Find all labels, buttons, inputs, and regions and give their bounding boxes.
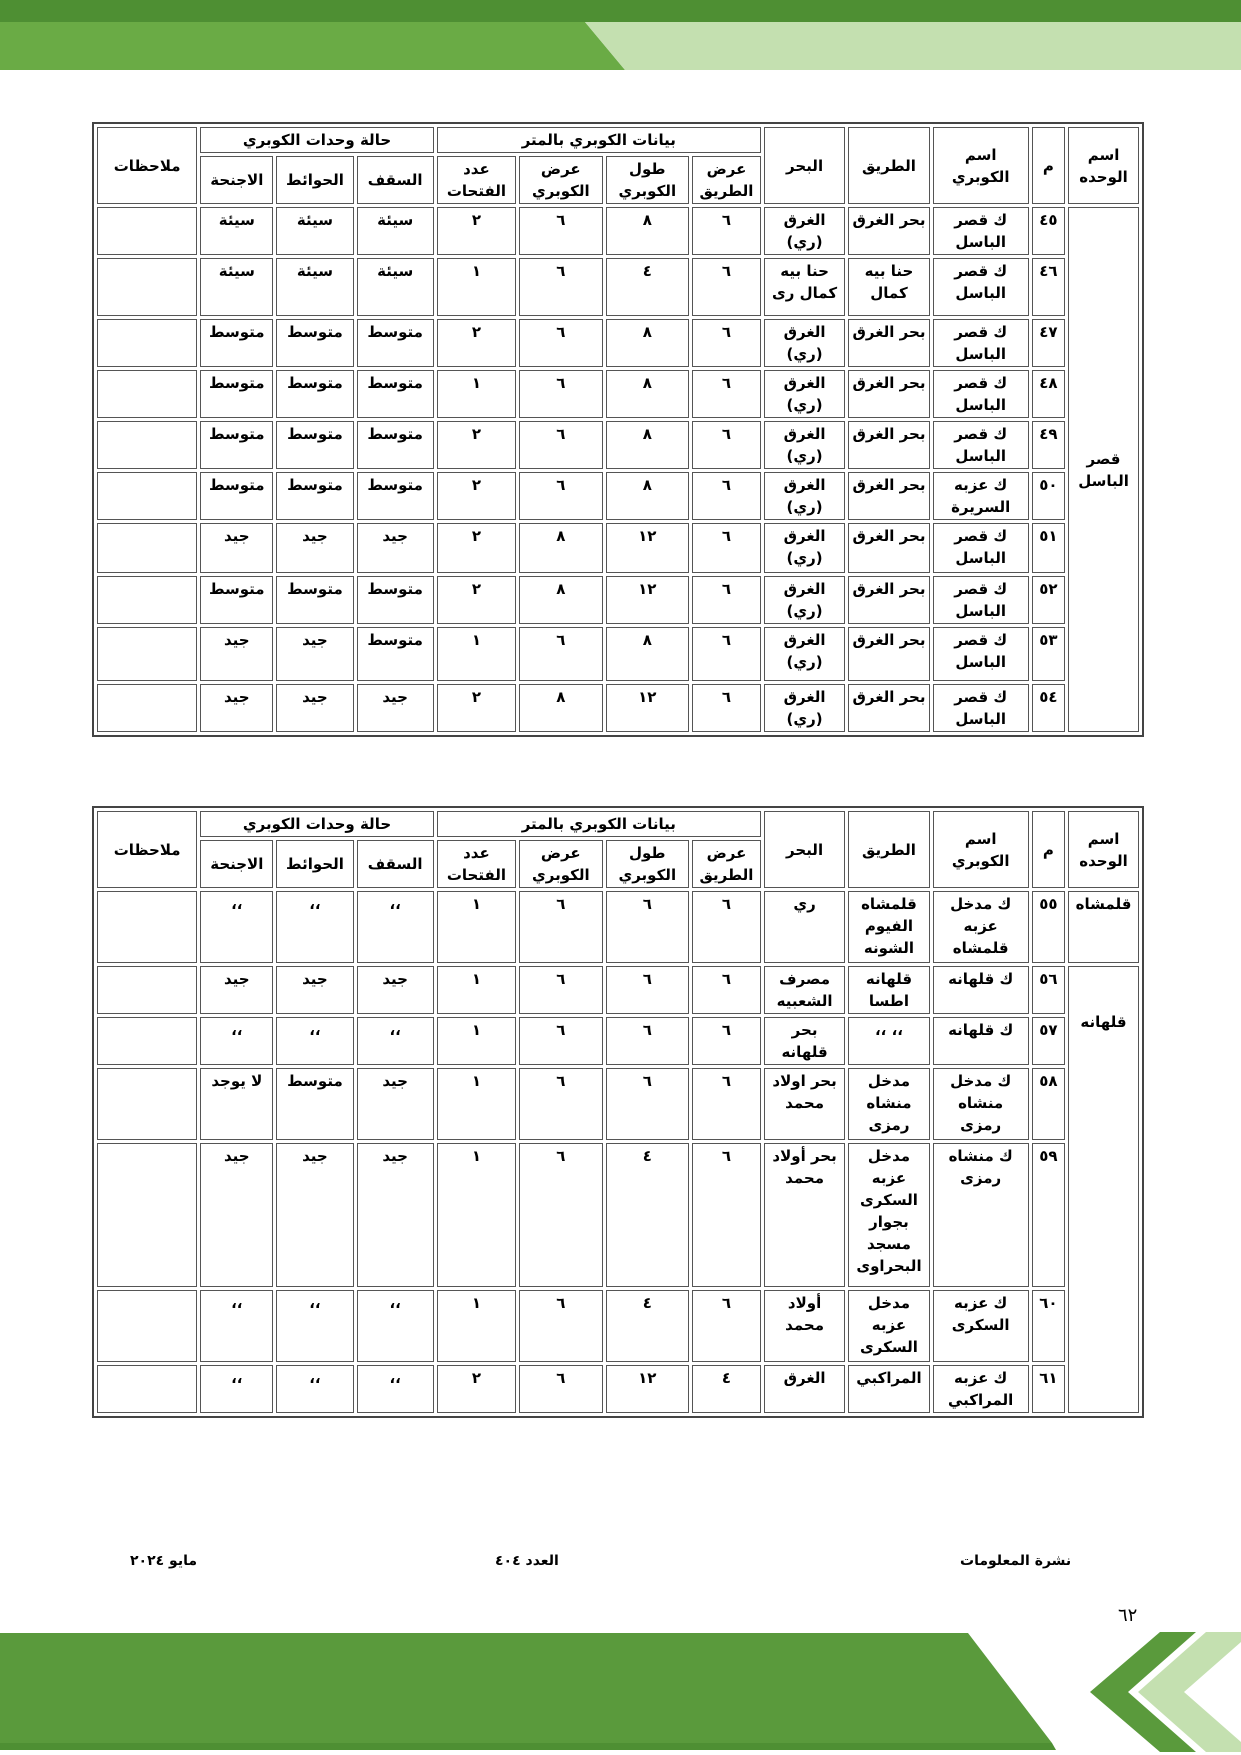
- cell-bridge-width: ٦: [519, 370, 602, 418]
- cell-walls-status: ،،: [276, 1017, 353, 1065]
- cell-roof-status: سيئة: [357, 258, 434, 316]
- cell-road: بحر الغرق: [848, 627, 929, 681]
- cell-openings: ١: [437, 627, 516, 681]
- cell-wings-status: سيئة: [200, 207, 273, 255]
- cell-road-width: ٦: [692, 1068, 761, 1140]
- cell-openings: ٢: [437, 684, 516, 732]
- cell-roof-status: جيد: [357, 1143, 434, 1287]
- cell-bridge-name: ك عزبه السكرى: [933, 1290, 1029, 1362]
- table-row: [97, 576, 1139, 624]
- cell-openings: ١: [437, 1143, 516, 1287]
- cell-m: ٤٩: [1032, 421, 1065, 469]
- cell-sea: الغرق (ري): [764, 207, 845, 255]
- cell-road: مدخل منشاه رمزى: [848, 1068, 929, 1140]
- cell-bridge-length: ٨: [606, 207, 689, 255]
- cell-road: بحر الغرق: [848, 370, 929, 418]
- cell-notes: [97, 966, 197, 1014]
- table-row: [97, 370, 1139, 418]
- table-row: [97, 1365, 1139, 1413]
- cell-notes: [97, 1290, 197, 1362]
- cell-bridge-name: ك قصر الباسل: [933, 258, 1029, 316]
- cell-wings-status: سيئة: [200, 258, 273, 316]
- cell-wings-status: متوسط: [200, 319, 273, 367]
- table-row: [97, 684, 1139, 732]
- cell-road-width: ٦: [692, 258, 761, 316]
- cell-roof-status: ،،: [357, 1365, 434, 1413]
- table-row: [97, 472, 1139, 520]
- cell-bridge-width: ٦: [519, 472, 602, 520]
- cell-roof-status: جيد: [357, 684, 434, 732]
- cell-bridge-name: ك قصر الباسل: [933, 421, 1029, 469]
- cell-bridge-length: ٤: [606, 1290, 689, 1362]
- cell-openings: ١: [437, 258, 516, 316]
- cell-road: مدخل عزبه السكرى بجوار مسجد البحراوى: [848, 1143, 929, 1287]
- header-road: الطريق: [848, 127, 929, 204]
- cell-bridge-name: ك قصر الباسل: [933, 370, 1029, 418]
- cell-sea: الغرق (ري): [764, 576, 845, 624]
- cell-bridge-length: ٤: [606, 258, 689, 316]
- cell-roof-status: ،،: [357, 891, 434, 963]
- cell-notes: [97, 421, 197, 469]
- cell-roof-status: متوسط: [357, 319, 434, 367]
- table-row: [97, 1143, 1139, 1287]
- footer-date: مايو ٢٠٢٤: [130, 1553, 198, 1569]
- cell-wings-status: جيد: [200, 966, 273, 1014]
- cell-road: بحر الغرق: [848, 684, 929, 732]
- header-openings: عدد الفتحات: [437, 156, 516, 204]
- cell-bridge-name: ك قصر الباسل: [933, 684, 1029, 732]
- header-bridge-width: عرض الكوبري: [519, 840, 602, 888]
- cell-bridge-name: ك قصر الباسل: [933, 319, 1029, 367]
- header-bridge-width: عرض الكوبري: [519, 156, 602, 204]
- cell-road-width: ٦: [692, 1143, 761, 1287]
- header-m: م: [1032, 811, 1065, 888]
- cell-openings: ١: [437, 1068, 516, 1140]
- cell-roof-status: سيئة: [357, 207, 434, 255]
- page-number: ٦٢: [1118, 1605, 1138, 1626]
- cell-bridge-name: ك قلهانه: [933, 966, 1029, 1014]
- cell-roof-status: متوسط: [357, 421, 434, 469]
- cell-walls-status: متوسط: [276, 1068, 353, 1140]
- table-row: [97, 891, 1139, 963]
- cell-unit-name: قصر الباسل: [1068, 207, 1139, 732]
- cell-sea: الغرق (ري): [764, 523, 845, 573]
- cell-bridge-width: ٦: [519, 966, 602, 1014]
- cell-bridge-name: ك قصر الباسل: [933, 627, 1029, 681]
- cell-openings: ٢: [437, 319, 516, 367]
- cell-bridge-length: ٤: [606, 1143, 689, 1287]
- cell-notes: [97, 627, 197, 681]
- cell-bridge-length: ٦: [606, 891, 689, 963]
- cell-road-width: ٦: [692, 966, 761, 1014]
- cell-m: ٥٥: [1032, 891, 1065, 963]
- cell-notes: [97, 684, 197, 732]
- cell-bridge-length: ٦: [606, 966, 689, 1014]
- cell-wings-status: متوسط: [200, 370, 273, 418]
- cell-sea: بحر قلهانه: [764, 1017, 845, 1065]
- cell-notes: [97, 891, 197, 963]
- cell-sea: الغرق (ري): [764, 472, 845, 520]
- cell-notes: [97, 1143, 197, 1287]
- cell-openings: ٢: [437, 523, 516, 573]
- cell-m: ٥٠: [1032, 472, 1065, 520]
- cell-bridge-width: ٦: [519, 207, 602, 255]
- cell-wings-status: ،،: [200, 891, 273, 963]
- footer-publication: نشرة المعلومات: [960, 1553, 1072, 1569]
- cell-openings: ٢: [437, 207, 516, 255]
- cell-bridge-name: ك عزبه المراكبي: [933, 1365, 1029, 1413]
- cell-road: المراكبي: [848, 1365, 929, 1413]
- cell-m: ٤٨: [1032, 370, 1065, 418]
- cell-road: مدخل عزبه السكرى: [848, 1290, 929, 1362]
- cell-walls-status: جيد: [276, 966, 353, 1014]
- cell-bridge-length: ٨: [606, 472, 689, 520]
- cell-notes: [97, 472, 197, 520]
- cell-wings-status: جيد: [200, 684, 273, 732]
- cell-notes: [97, 576, 197, 624]
- cell-road-width: ٦: [692, 627, 761, 681]
- cell-walls-status: ،،: [276, 1290, 353, 1362]
- header-walls: الحوائط: [276, 840, 353, 888]
- top-header-band: [0, 0, 1241, 80]
- cell-road-width: ٦: [692, 319, 761, 367]
- cell-road-width: ٦: [692, 1290, 761, 1362]
- cell-openings: ١: [437, 370, 516, 418]
- cell-road: قلهانه اطسا: [848, 966, 929, 1014]
- cell-sea: بحر أولاد محمد: [764, 1143, 845, 1287]
- table1-body: [97, 207, 1139, 732]
- cell-bridge-length: ٨: [606, 319, 689, 367]
- cell-road: بحر الغرق: [848, 207, 929, 255]
- cell-notes: [97, 1365, 197, 1413]
- cell-walls-status: ،،: [276, 1365, 353, 1413]
- cell-bridge-name: ك عزبه السريرة: [933, 472, 1029, 520]
- cell-walls-status: متوسط: [276, 421, 353, 469]
- cell-roof-status: ،،: [357, 1017, 434, 1065]
- cell-bridge-name: ك مدخل منشاه رمزى: [933, 1068, 1029, 1140]
- cell-road-width: ٦: [692, 472, 761, 520]
- header-sea: البحر: [764, 811, 845, 888]
- cell-bridge-width: ٦: [519, 1290, 602, 1362]
- cell-roof-status: متوسط: [357, 576, 434, 624]
- table-row: [97, 627, 1139, 681]
- cell-roof-status: متوسط: [357, 472, 434, 520]
- cell-road: بحر الغرق: [848, 421, 929, 469]
- cell-bridge-length: ١٢: [606, 523, 689, 573]
- header-m: م: [1032, 127, 1065, 204]
- cell-bridge-width: ٨: [519, 684, 602, 732]
- cell-bridge-length: ٦: [606, 1068, 689, 1140]
- header-wings: الاجنحة: [200, 156, 273, 204]
- cell-openings: ١: [437, 1290, 516, 1362]
- cell-bridge-width: ٨: [519, 523, 602, 573]
- cell-openings: ١: [437, 966, 516, 1014]
- cell-m: ٥٤: [1032, 684, 1065, 732]
- cell-m: ٤٥: [1032, 207, 1065, 255]
- cell-roof-status: متوسط: [357, 627, 434, 681]
- cell-m: ٥٩: [1032, 1143, 1065, 1287]
- header-walls: الحوائط: [276, 156, 353, 204]
- cell-walls-status: متوسط: [276, 472, 353, 520]
- header-bridge-name: اسم الكوبري: [933, 127, 1029, 204]
- header-openings: عدد الفتحات: [437, 840, 516, 888]
- cell-notes: [97, 319, 197, 367]
- cell-walls-status: متوسط: [276, 576, 353, 624]
- table-row: [97, 966, 1139, 1014]
- header-bridge-data-group: بيانات الكوبري بالمتر: [437, 127, 761, 153]
- cell-notes: [97, 258, 197, 316]
- cell-walls-status: ،،: [276, 891, 353, 963]
- cell-notes: [97, 1017, 197, 1065]
- cell-walls-status: جيد: [276, 684, 353, 732]
- table-row: [97, 1068, 1139, 1140]
- header-roof: السقف: [357, 156, 434, 204]
- cell-m: ٤٦: [1032, 258, 1065, 316]
- cell-openings: ٢: [437, 576, 516, 624]
- cell-bridge-width: ٦: [519, 1143, 602, 1287]
- header-bridge-data-group: بيانات الكوبري بالمتر: [437, 811, 761, 837]
- cell-wings-status: متوسط: [200, 576, 273, 624]
- cell-road: بحر الغرق: [848, 576, 929, 624]
- cell-openings: ٢: [437, 1365, 516, 1413]
- header-road: الطريق: [848, 811, 929, 888]
- cell-road-width: ٤: [692, 1365, 761, 1413]
- cell-wings-status: متوسط: [200, 421, 273, 469]
- header-bridge-length: طول الكوبري: [606, 156, 689, 204]
- cell-road-width: ٦: [692, 421, 761, 469]
- bridges-table-qasr-elbasel: [92, 122, 1144, 737]
- cell-openings: ٢: [437, 421, 516, 469]
- table-row: [97, 319, 1139, 367]
- cell-wings-status: لا يوجد: [200, 1068, 273, 1140]
- cell-wings-status: جيد: [200, 1143, 273, 1287]
- cell-sea: أولاد محمد: [764, 1290, 845, 1362]
- cell-road-width: ٦: [692, 1017, 761, 1065]
- cell-wings-status: جيد: [200, 627, 273, 681]
- cell-m: ٦١: [1032, 1365, 1065, 1413]
- header-road-width: عرض الطريق: [692, 840, 761, 888]
- cell-wings-status: ،،: [200, 1290, 273, 1362]
- cell-roof-status: جيد: [357, 966, 434, 1014]
- cell-walls-status: جيد: [276, 523, 353, 573]
- cell-road: بحر الغرق: [848, 523, 929, 573]
- cell-walls-status: متوسط: [276, 370, 353, 418]
- cell-sea: ري: [764, 891, 845, 963]
- cell-sea: بحر اولاد محمد: [764, 1068, 845, 1140]
- cell-sea: الغرق (ري): [764, 627, 845, 681]
- cell-bridge-length: ٨: [606, 421, 689, 469]
- bottom-footer-band: [0, 1630, 1241, 1755]
- cell-bridge-name: ك قصر الباسل: [933, 207, 1029, 255]
- bridges-table-qalamsha-qalhana: [92, 806, 1144, 1418]
- cell-bridge-name: ك مدخل عزبه قلمشاه: [933, 891, 1029, 963]
- header-unit: اسم الوحده: [1068, 811, 1139, 888]
- cell-road: بحر الغرق: [848, 319, 929, 367]
- cell-roof-status: جيد: [357, 523, 434, 573]
- cell-bridge-length: ٦: [606, 1017, 689, 1065]
- cell-m: ٥١: [1032, 523, 1065, 573]
- header-wings: الاجنحة: [200, 840, 273, 888]
- cell-bridge-name: ك منشاه رمزى: [933, 1143, 1029, 1287]
- cell-notes: [97, 523, 197, 573]
- table-row: [97, 207, 1139, 255]
- cell-bridge-name: ك قلهانه: [933, 1017, 1029, 1065]
- cell-bridge-width: ٦: [519, 1365, 602, 1413]
- cell-bridge-name: ك قصر الباسل: [933, 576, 1029, 624]
- cell-bridge-width: ٦: [519, 891, 602, 963]
- cell-bridge-width: ٦: [519, 319, 602, 367]
- table-row: [97, 1290, 1139, 1362]
- table-row: [97, 523, 1139, 573]
- cell-sea: الغرق (ري): [764, 421, 845, 469]
- cell-notes: [97, 207, 197, 255]
- cell-m: ٥٣: [1032, 627, 1065, 681]
- cell-notes: [97, 370, 197, 418]
- cell-wings-status: جيد: [200, 523, 273, 573]
- header-bridge-status-group: حالة وحدات الكوبري: [200, 811, 434, 837]
- cell-wings-status: ،،: [200, 1017, 273, 1065]
- cell-road-width: ٦: [692, 891, 761, 963]
- cell-unit-name: قلهانه: [1068, 966, 1139, 1413]
- cell-wings-status: متوسط: [200, 472, 273, 520]
- cell-openings: ١: [437, 1017, 516, 1065]
- cell-bridge-width: ٦: [519, 421, 602, 469]
- cell-bridge-length: ٨: [606, 627, 689, 681]
- cell-m: ٥٨: [1032, 1068, 1065, 1140]
- cell-walls-status: سيئة: [276, 258, 353, 316]
- footer-issue: العدد ٤٠٤: [495, 1553, 559, 1569]
- cell-unit-name: قلمشاه: [1068, 891, 1139, 963]
- cell-sea: الغرق: [764, 1365, 845, 1413]
- cell-roof-status: جيد: [357, 1068, 434, 1140]
- cell-road: حنا بيه كمال: [848, 258, 929, 316]
- cell-road: ،، ،،: [848, 1017, 929, 1065]
- header-bridge-length: طول الكوبري: [606, 840, 689, 888]
- cell-road-width: ٦: [692, 684, 761, 732]
- cell-bridge-length: ٨: [606, 370, 689, 418]
- cell-openings: ٢: [437, 472, 516, 520]
- header-bridge-status-group: حالة وحدات الكوبري: [200, 127, 434, 153]
- cell-roof-status: متوسط: [357, 370, 434, 418]
- cell-road-width: ٦: [692, 576, 761, 624]
- cell-road: قلمشاه الفيوم الشونه: [848, 891, 929, 963]
- table-row: [97, 421, 1139, 469]
- cell-roof-status: ،،: [357, 1290, 434, 1362]
- cell-m: ٥٧: [1032, 1017, 1065, 1065]
- cell-notes: [97, 1068, 197, 1140]
- header-notes: ملاحظات: [97, 127, 197, 204]
- cell-m: ٥٦: [1032, 966, 1065, 1014]
- cell-openings: ١: [437, 891, 516, 963]
- header-bridge-name: اسم الكوبري: [933, 811, 1029, 888]
- cell-walls-status: جيد: [276, 627, 353, 681]
- cell-bridge-width: ٦: [519, 627, 602, 681]
- cell-sea: الغرق (ري): [764, 370, 845, 418]
- cell-bridge-name: ك قصر الباسل: [933, 523, 1029, 573]
- table-row: [97, 1017, 1139, 1065]
- cell-m: ٦٠: [1032, 1290, 1065, 1362]
- cell-road-width: ٦: [692, 523, 761, 573]
- cell-bridge-width: ٦: [519, 1017, 602, 1065]
- cell-bridge-length: ١٢: [606, 1365, 689, 1413]
- cell-road: بحر الغرق: [848, 472, 929, 520]
- cell-m: ٤٧: [1032, 319, 1065, 367]
- header-notes: ملاحظات: [97, 811, 197, 888]
- cell-walls-status: متوسط: [276, 319, 353, 367]
- cell-m: ٥٢: [1032, 576, 1065, 624]
- cell-sea: مصرف الشعبيه: [764, 966, 845, 1014]
- table2-body: [97, 891, 1139, 1413]
- cell-bridge-length: ١٢: [606, 684, 689, 732]
- cell-road-width: ٦: [692, 207, 761, 255]
- cell-bridge-length: ١٢: [606, 576, 689, 624]
- cell-bridge-width: ٨: [519, 576, 602, 624]
- cell-bridge-width: ٦: [519, 258, 602, 316]
- cell-sea: حنا بيه كمال رى: [764, 258, 845, 316]
- cell-wings-status: ،،: [200, 1365, 273, 1413]
- cell-sea: الغرق (ري): [764, 684, 845, 732]
- header-roof: السقف: [357, 840, 434, 888]
- cell-road-width: ٦: [692, 370, 761, 418]
- cell-walls-status: جيد: [276, 1143, 353, 1287]
- header-road-width: عرض الطريق: [692, 156, 761, 204]
- cell-bridge-width: ٦: [519, 1068, 602, 1140]
- cell-sea: الغرق (ري): [764, 319, 845, 367]
- header-sea: البحر: [764, 127, 845, 204]
- table-row: [97, 258, 1139, 316]
- header-unit: اسم الوحده: [1068, 127, 1139, 204]
- cell-walls-status: سيئة: [276, 207, 353, 255]
